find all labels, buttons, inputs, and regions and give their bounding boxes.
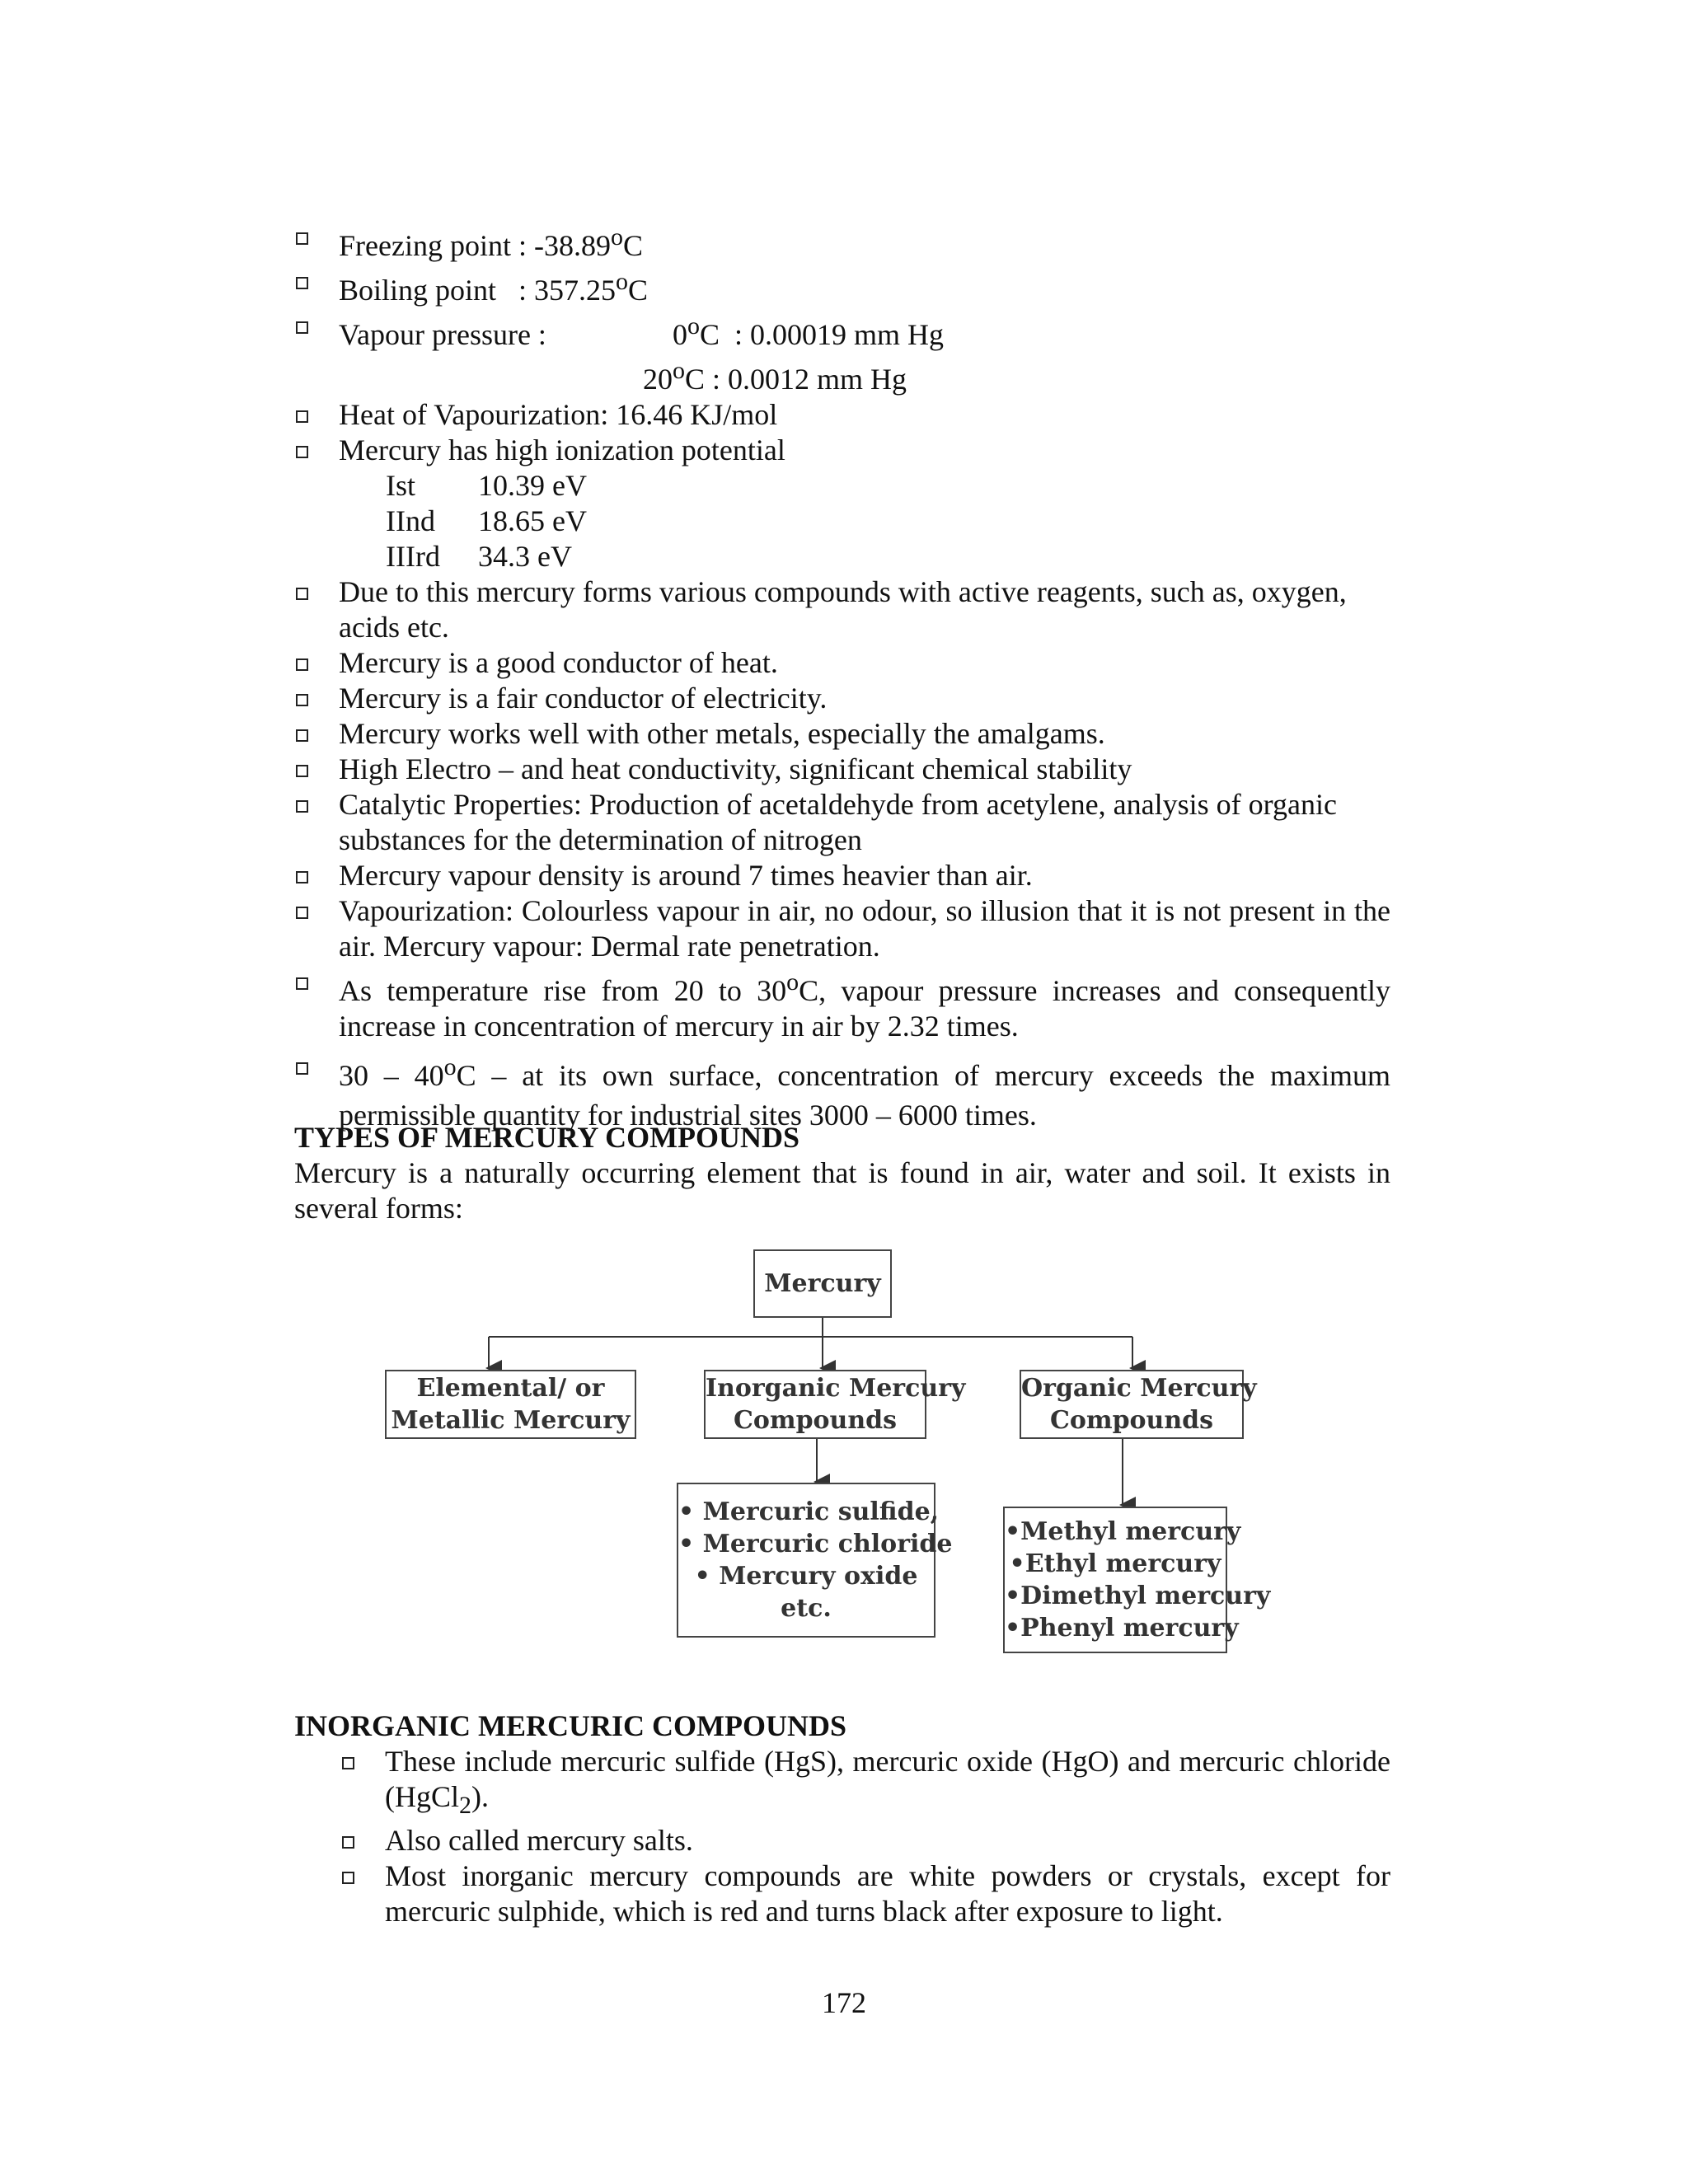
elemental-mercury-node: Elemental/ or Metallic Mercury [385, 1370, 636, 1439]
list-item: Mercury works well with other metals, especially the amalgams. [294, 716, 1390, 752]
checkbox-bullet-icon [296, 658, 308, 671]
section-paragraph: Mercury is a naturally occurring element that is found in air, water and soil. It exists in several forms: [294, 1156, 1390, 1225]
page-number: 172 [822, 1986, 866, 2019]
list-item: Also called mercury salts. [340, 1823, 1390, 1858]
list-item: Vapour pressure : 0$^o$C : 0.00019 mm Hg 20$^o$C : 0.0012 mm Hg [294, 308, 1390, 397]
list-item: Heat of Vapourization: 16.46 KJ/mol [294, 397, 1390, 433]
checkbox-bullet-icon [296, 907, 308, 919]
list-item: Most inorganic mercury compounds are white powders or crystals, except for mercuric sulphide, which is red and turns black after exposure to light. [340, 1858, 1390, 1929]
list-item: Boiling point : 357.25$^o$C [294, 264, 1390, 308]
list-item: Catalytic Properties: Production of acetaldehyde from acetylene, analysis of organic substances for the determination of nitrogen [294, 787, 1390, 858]
checkbox-bullet-icon [296, 694, 308, 706]
ionization-row: Ist 10.39 eV [386, 469, 587, 502]
properties-list [294, 219, 1390, 1135]
checkbox-bullet-icon [342, 1836, 354, 1849]
inorganic-mercury-node: Inorganic Mercury Compounds [704, 1370, 926, 1439]
list-item: Vapourization: Colourless vapour in air, no odour, so illusion that it is not present in the air. Mercury vapour: Dermal rate penetration. [294, 893, 1390, 964]
list-item: Due to this mercury forms various compounds with active reagents, such as, oxygen, acids etc. [294, 574, 1390, 645]
checkbox-bullet-icon [296, 446, 308, 458]
checkbox-bullet-icon [342, 1757, 354, 1769]
checkbox-bullet-icon [296, 410, 308, 423]
checkbox-bullet-icon [296, 1062, 308, 1075]
checkbox-bullet-icon [296, 232, 308, 245]
checkbox-bullet-icon [296, 871, 308, 883]
checkbox-bullet-icon [296, 588, 308, 600]
mercury-root-node: Mercury [753, 1249, 892, 1318]
section-heading: TYPES OF MERCURY COMPOUNDS [294, 1121, 800, 1154]
list-item: Mercury is a good conductor of heat. [294, 645, 1390, 681]
list-item: As temperature rise from 20 to 30$^o$C, vapour pressure increases and consequently increase in concentration of mercury in air by 2.32 times. [294, 964, 1390, 1044]
checkbox-bullet-icon [296, 765, 308, 777]
section-heading: INORGANIC MERCURIC COMPOUNDS [294, 1709, 846, 1742]
list-item: 30 – 40$^o$C – at its own surface, concentration of mercury exceeds the maximum permissible quantity for industrial sites 3000 – 6000 times. [294, 1047, 1390, 1135]
organic-examples-node: •Methyl mercury •Ethyl mercury •Dimethyl mercury •Phenyl mercury [1003, 1507, 1227, 1653]
inorganic-examples-node: • Mercuric sulfide, • Mercuric chloride • Mercury oxide etc. [677, 1483, 935, 1638]
checkbox-bullet-icon [342, 1872, 354, 1884]
ionization-row: IInd 18.65 eV [386, 504, 587, 537]
inorganic-list [340, 1744, 1390, 1929]
list-item: Mercury vapour density is around 7 times heavier than air. [294, 858, 1390, 893]
checkbox-bullet-icon [296, 977, 308, 990]
list-item: Mercury has high ionization potential Ist 10.39 eV IInd 18.65 eV IIIrd 34.3 eV [294, 433, 1390, 574]
checkbox-bullet-icon [296, 800, 308, 813]
checkbox-bullet-icon [296, 277, 308, 289]
checkbox-bullet-icon [296, 321, 308, 334]
checkbox-bullet-icon [296, 729, 308, 742]
list-item: Mercury is a fair conductor of electricity. [294, 681, 1390, 716]
ionization-row: IIIrd 34.3 eV [386, 540, 572, 573]
list-item: Freezing point : -38.89$^o$C [294, 219, 1390, 264]
organic-mercury-node: Organic Mercury Compounds [1020, 1370, 1244, 1439]
list-item: These include mercuric sulfide (HgS), mercuric oxide (HgO) and mercuric chloride (HgCl$_2$). [340, 1744, 1390, 1823]
list-item: High Electro – and heat conductivity, significant chemical stability [294, 752, 1390, 787]
